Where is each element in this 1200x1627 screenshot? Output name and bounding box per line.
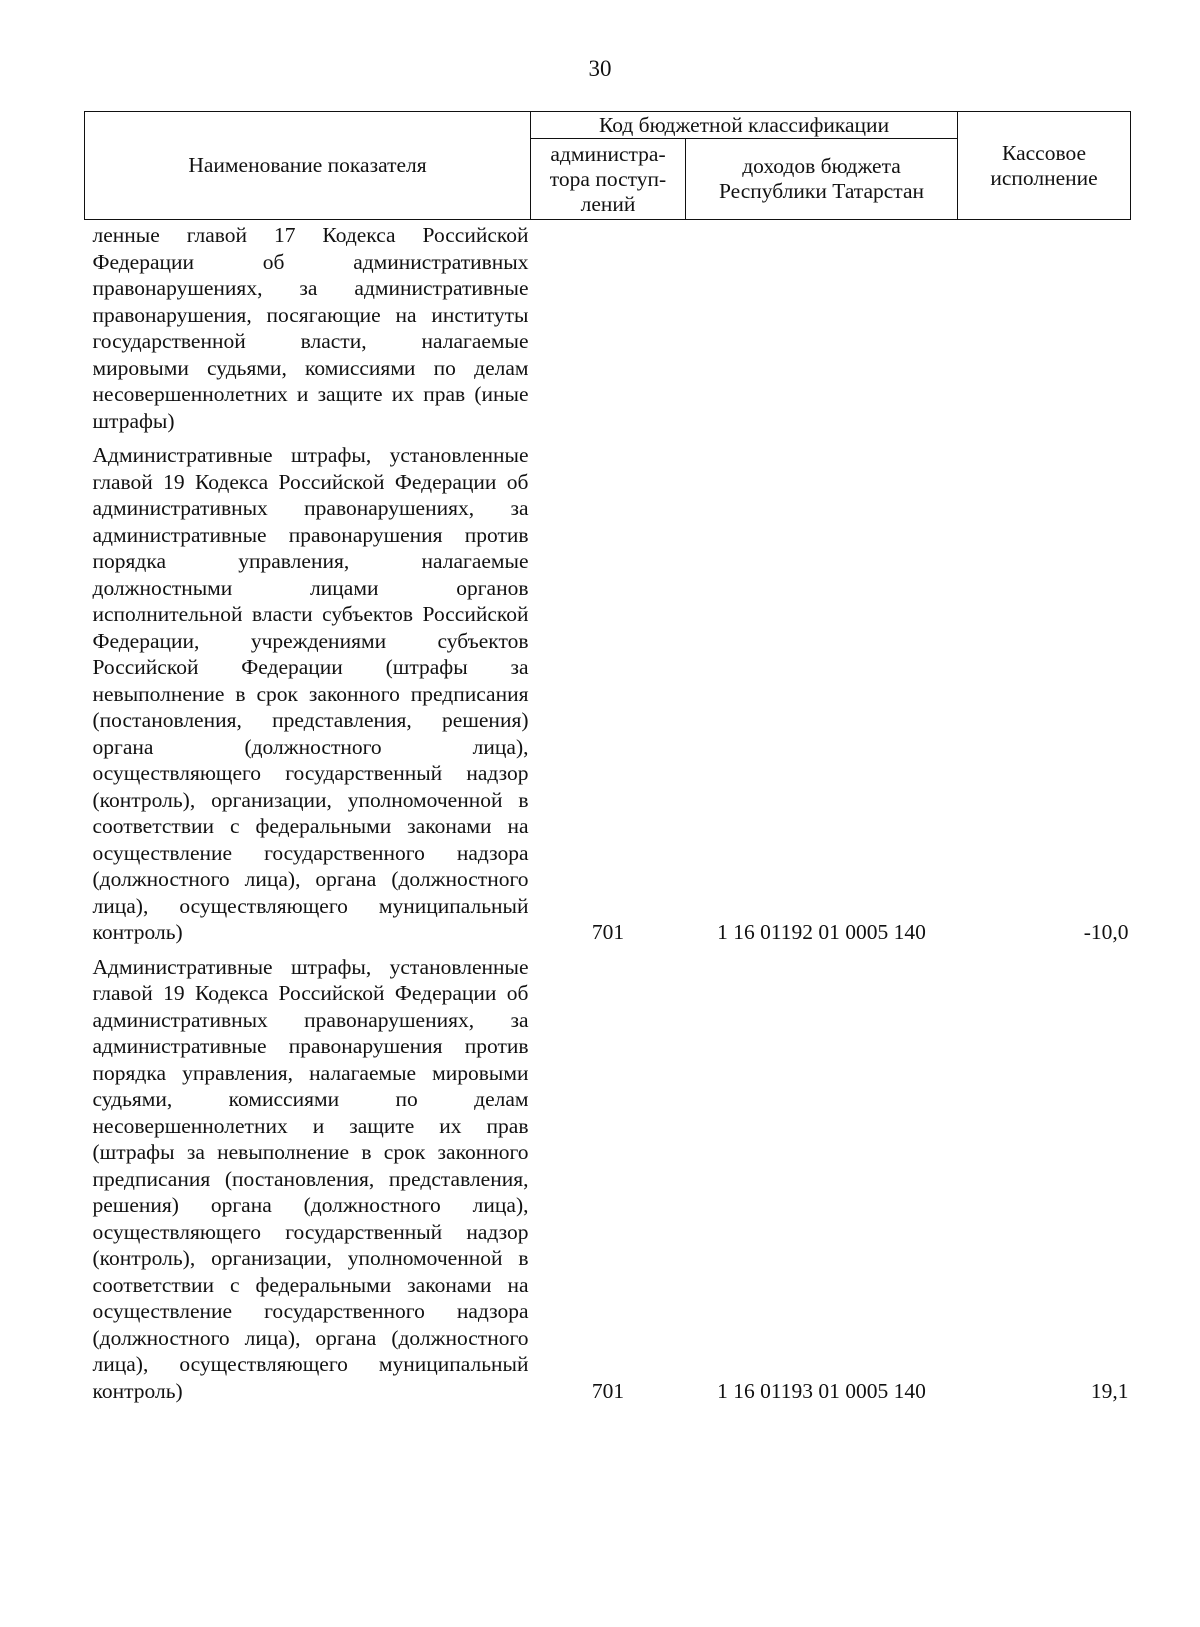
header-cash-execution: Кассовое исполнение — [958, 112, 1131, 220]
table-row — [85, 220, 1131, 443]
row-indicator-name: Административные штрафы, установленные главой 19 Кодекса Российской Федерации об административных правонарушениях, за административные правонарушения против порядка управления, налагаемые мировыми судьями, комиссиями по делам несовершеннолетних и защите их прав (штрафы за невыполнение в срок законного предписания (постановления, представления, решения) органа (должностного лица), осуществляющего государственный надзор (контроль), организации, уполномоченной в соответствии с федеральными законами на осуществление государственного надзора (должностного лица), органа (должностного лица), осуществляющего муниципальный контроль) — [92, 954, 529, 1403]
row-income-code: 1 16 01193 01 0005 140 — [717, 1378, 926, 1403]
row-admin-code — [531, 220, 686, 443]
row-indicator-name: ленные главой 17 Кодекса Российской Федерации об административных правонарушениях, за административные правонарушения, посягающие на институты государственной власти, налагаемые мировыми судьями, комиссиями по делам несовершеннолетних и защите их прав (иные штрафы) — [92, 223, 529, 433]
row-admin-code: 701 — [591, 1378, 625, 1403]
page-number: 30 — [588, 56, 612, 81]
table-row — [85, 442, 1131, 954]
header-budget-classification-code: Код бюджетной классификации — [531, 112, 958, 139]
table-header — [85, 112, 1131, 220]
header-indicator-name: Наименование показателя — [85, 112, 531, 220]
row-cash-execution — [958, 220, 1131, 443]
table-row — [85, 954, 1131, 1413]
row-cash-execution: -10,0 — [1083, 920, 1129, 944]
row-cash-execution: 19,1 — [1090, 1378, 1129, 1403]
header-budget-income-code: доходов бюджета Республики Татарстан — [686, 139, 958, 220]
header-revenue-administrator: администра-тора поступ-лений — [531, 139, 686, 220]
row-income-code: 1 16 01192 01 0005 140 — [717, 920, 926, 944]
row-admin-code: 701 — [591, 920, 625, 944]
budget-table — [84, 111, 1131, 1412]
row-income-code — [686, 220, 958, 443]
row-indicator-name: Административные штрафы, установленные главой 19 Кодекса Российской Федерации об административных правонарушениях, за административные правонарушения против порядка управления, налагаемые должностными лицами органов исполнительной власти субъектов Российской Федерации, учреждениями субъектов Российской Федерации (штрафы за невыполнение в срок законного предписания (постановления, представления, решения) органа (должностного лица), осуществляющего государственный надзор (контроль), организации, уполномоченной в соответствии с федеральными законами на осуществление государственного надзора (должностного лица), органа (должностного лица), осуществляющего муниципальный контроль) — [92, 443, 529, 944]
